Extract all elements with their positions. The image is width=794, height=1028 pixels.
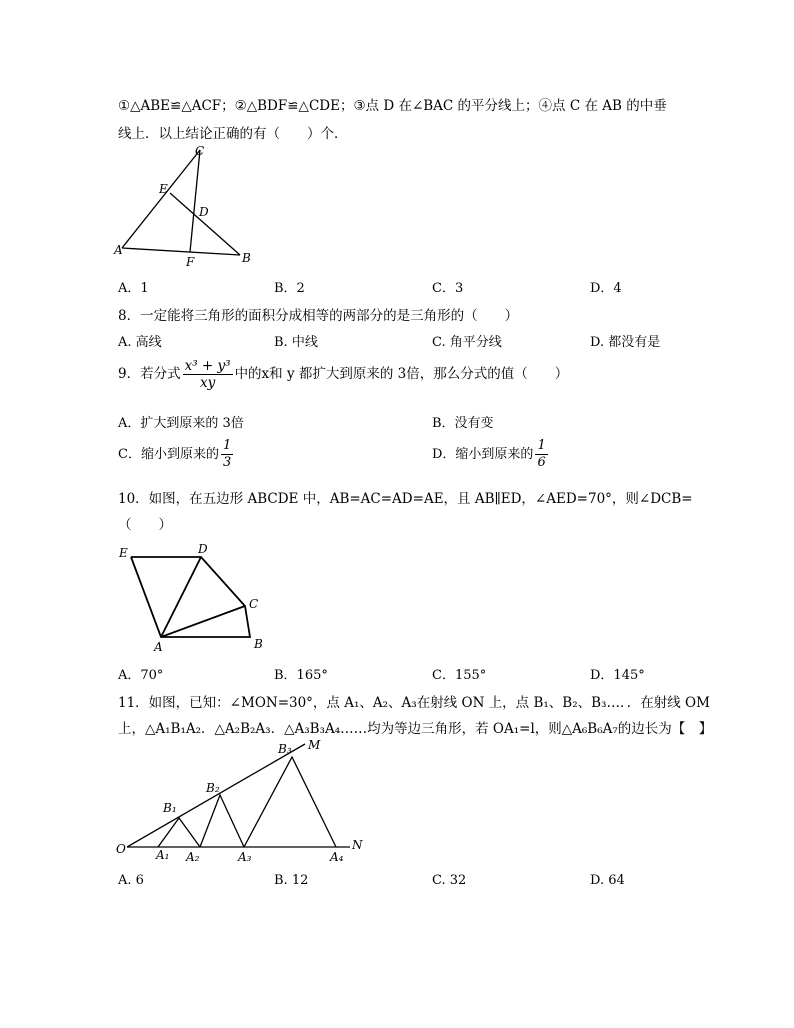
- q9-stem-before: 9．若分式: [118, 366, 181, 382]
- q9-option-c-text: C．缩小到原来的: [118, 447, 219, 462]
- q9-fraction: [183, 358, 233, 391]
- q9-fraction-denominator: xy: [199, 375, 216, 391]
- q10-label-d: D: [198, 542, 208, 556]
- q11-label-m: M: [308, 738, 321, 752]
- q10-stem-line2: （ ）: [118, 517, 172, 533]
- q9-option-c-den: 3: [222, 455, 232, 470]
- q11-label-a1: A₁: [156, 848, 170, 862]
- q10-option-c[interactable]: C．155°: [432, 668, 487, 683]
- q7-label-b: B: [242, 251, 251, 265]
- q7-side-ca: [122, 150, 200, 248]
- q10-label-b: B: [254, 637, 263, 651]
- q10-option-d[interactable]: D．145°: [590, 668, 645, 683]
- q8-stem: 8．一定能将三角形的面积分成相等的两部分的是三角形的（ ）: [118, 308, 519, 324]
- q11-triangle-1: [158, 818, 200, 847]
- q9-option-d-num: 1: [537, 438, 546, 453]
- q11-label-a4: A₄: [330, 850, 344, 864]
- q7-label-a: A: [114, 243, 123, 257]
- q11-equilateral-triangles-figure: [110, 735, 370, 865]
- q10-label-a: A: [154, 640, 163, 654]
- q11-label-n: N: [352, 838, 363, 852]
- q10-pentagon-outline: [131, 557, 250, 637]
- q7-option-d[interactable]: D．4: [590, 281, 622, 296]
- q11-ray-om: [127, 744, 305, 847]
- q7-option-a[interactable]: A．1: [118, 281, 149, 296]
- q8-option-b[interactable]: B. 中线: [274, 335, 318, 350]
- q9-option-d-fraction: [535, 438, 547, 471]
- q11-label-a2: A₂: [186, 850, 200, 864]
- q9-stem-after: 中的x和 y 都扩大到原来的 3倍，那么分式的值（ ）: [234, 366, 569, 382]
- q7-segment-cf: [190, 150, 200, 252]
- q9-option-c-fraction: [221, 438, 233, 471]
- q7-option-b[interactable]: B．2: [274, 281, 305, 296]
- q9-option-b[interactable]: B．没有变: [432, 416, 494, 431]
- q9-stem: [118, 358, 568, 391]
- q11-triangle-2: [200, 795, 244, 847]
- q11-label-b3: B₃: [278, 742, 292, 756]
- q10-option-b[interactable]: B．165°: [274, 668, 328, 683]
- q8-option-d[interactable]: D. 都没有是: [590, 335, 661, 350]
- q9-option-c[interactable]: [118, 438, 235, 471]
- q7-side-ab: [122, 248, 240, 255]
- q10-pentagon-figure: [110, 540, 280, 655]
- q10-label-e: E: [119, 546, 128, 560]
- q11-label-b2: B₂: [206, 781, 220, 795]
- q11-label-o: O: [116, 842, 126, 856]
- q7-statement-line2: 线上．以上结论正确的有（ ）个．: [118, 126, 348, 142]
- q11-stem-line2: 上，△A₁B₁A₂．△A₂B₂A₃．△A₃B₃A₄……均为等边三角形，若 OA₁=l，则△A₆B₆A₇的边长为【 】: [118, 721, 713, 737]
- q9-fraction-numerator: x³ + y³: [184, 358, 231, 374]
- q11-label-a3: A₃: [238, 850, 252, 864]
- q11-option-c[interactable]: C. 32: [432, 873, 467, 888]
- q7-label-d: D: [199, 205, 209, 219]
- q10-stem-line1: 10．如图，在五边形 ABCDE 中，AB=AC=AD=AE，且 AB∥ED，∠AED=70°，则∠DCB=: [118, 491, 693, 507]
- q7-statement-line1: ①△ABE≌△ACF；②△BDF≌△CDE；③点 D 在∠BAC 的平分线上；④点 C 在 AB 的中垂: [118, 98, 667, 114]
- q7-label-f: F: [186, 255, 195, 269]
- q11-label-b1: B₁: [163, 801, 177, 815]
- q10-label-c: C: [249, 597, 259, 611]
- q7-option-c[interactable]: C．3: [432, 281, 464, 296]
- q9-option-c-num: 1: [222, 438, 232, 453]
- q11-stem-line1: 11．如图，已知：∠MON=30°，点 A₁、A₂、A₃在射线 ON 上，点 B₁、B₂、B₃…．．在射线 OM: [118, 695, 710, 711]
- q11-option-a[interactable]: A. 6: [118, 873, 144, 888]
- q7-triangle-figure: [110, 140, 270, 270]
- q11-option-b[interactable]: B. 12: [274, 873, 309, 888]
- q9-option-a[interactable]: A．扩大到原来的 3倍: [118, 416, 244, 431]
- q9-option-d-text: D．缩小到原来的: [432, 447, 534, 462]
- q11-option-d[interactable]: D. 64: [590, 873, 625, 888]
- q7-segment-eb: [170, 193, 240, 255]
- q11-triangle-3: [244, 757, 336, 847]
- q8-option-c[interactable]: C. 角平分线: [432, 335, 502, 350]
- q9-option-d-den: 6: [537, 455, 546, 470]
- q7-label-e: E: [159, 182, 168, 196]
- q10-option-a[interactable]: A．70°: [118, 668, 164, 683]
- q9-option-d[interactable]: [432, 438, 550, 471]
- q8-option-a[interactable]: A. 高线: [118, 335, 162, 350]
- q7-label-c: C: [195, 144, 205, 158]
